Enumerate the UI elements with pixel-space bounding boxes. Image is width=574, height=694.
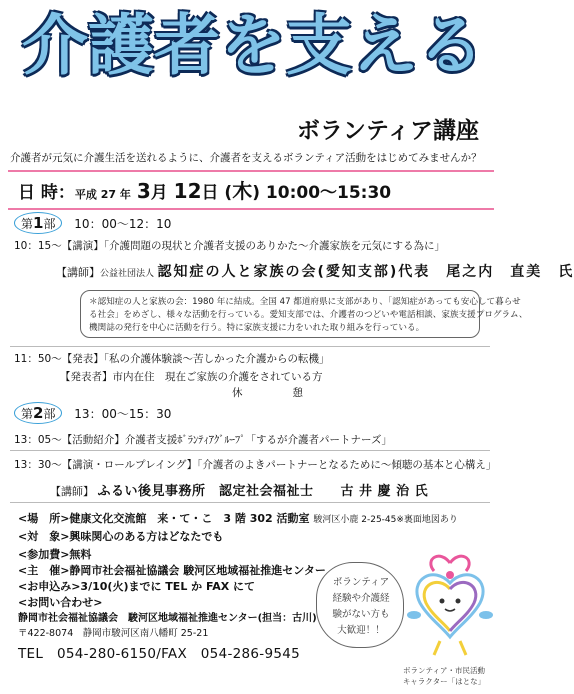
contact-tel-fax: TEL 054-280-6150/FAX 054-286-9545: [18, 646, 301, 662]
part2-badge-num: 2: [33, 404, 44, 422]
date-month: 3: [136, 179, 151, 203]
mascot-caption-2: キャラクター「はとな」: [402, 677, 486, 686]
part1-time: 10：00～12：10: [74, 217, 172, 231]
part1-presentation: 11：50～【発表】「私の介護体験談～苦しかった介護からの転機」: [14, 353, 330, 365]
speech-bubble: [316, 562, 404, 648]
date-month-unit: 月: [150, 183, 168, 203]
mascot-hatona-icon: [400, 545, 500, 665]
part1-badge-post: 部: [43, 217, 56, 231]
info-target: <対 象>興味関心のある方はどなたでも: [18, 530, 224, 543]
bubble-line: ボランティア: [332, 577, 390, 588]
date-weekday: 木: [232, 179, 253, 203]
part1-speaker-name: 認知症の人と家族の会(愛知支部)代表 尾之内 直美 氏: [157, 264, 574, 280]
part1-badge-pre: 第: [21, 217, 34, 231]
part2-header: [14, 402, 171, 424]
bubble-line: 経験や介護経: [332, 593, 390, 604]
date-label: 日 時: [18, 183, 58, 203]
org-note-line: る社会」をめざし、様々な活動を行っている。愛知支部では、介護者のつどいや電話相談、家族支援プログラム、: [89, 310, 528, 320]
divider: [10, 502, 490, 503]
mascot-caption-1: ボランティア・市民活動: [403, 666, 485, 675]
info-fee: <参加費>無料: [18, 548, 92, 561]
part2-activity: 13：05～【活動紹介】介護者支援ﾎﾞﾗﾝﾃｨｱｸﾞﾙｰﾌﾟ「するが介護者パートナーズ」: [14, 434, 392, 446]
org-note-line: 機関誌の発行を中心に活動を行う。特に家族支援に力をいれた取り組みを行っている。: [89, 323, 425, 333]
divider: [10, 346, 490, 347]
date-day: 12: [173, 179, 202, 203]
info-apply: <お申込み>3/10(火)までに TEL か FAX にて: [18, 580, 256, 593]
date-era: 平成 27 年: [74, 188, 131, 201]
date-weekday-close: ): [252, 183, 260, 203]
place-text: <場 所>健康文化交流館 来・て・こ 3 階 302 活動室: [18, 512, 310, 525]
place-address: 駿河区小鹿 2-25-45※裏面地図あり: [313, 515, 458, 525]
part1-lecture: 10：15～【講演】「介護問題の現状と介護者支援のありかた～介護家族を元気にする為に」: [14, 240, 445, 252]
part1-header: [14, 212, 171, 234]
org-note-line: ＊認知症の人と家族の会：1980 年に結成。全国 47 都道府県に支部があり、「認知症があっても安心して暮らせ: [89, 297, 521, 307]
break-label: [232, 385, 303, 400]
bubble-line: 大歓迎！！: [337, 625, 385, 636]
date-day-unit: 日: [201, 183, 219, 203]
part2-time: 13：00～15：30: [74, 407, 172, 421]
part2-speaker: [50, 480, 428, 499]
intro-text: 介護者が元気に介護生活を送れるように、介護者を支えるボランティア活動をはじめてみませんか？: [10, 152, 482, 164]
contact-address: 〒422-8074 静岡市駿河区南八幡町 25-21: [18, 628, 209, 639]
info-contact: <お問い合わせ>: [18, 596, 103, 609]
date-weekday-open: (: [224, 183, 233, 203]
part2-speaker-name: ふるい後見事務所 認定社会福祉士 古 井 慶 治 氏: [97, 484, 429, 499]
event-date: 日 時：平成 27 年 3月 12日 (木) 10:00～15:30: [18, 179, 392, 203]
part1-badge-num: 1: [33, 214, 44, 232]
mascot-caption: [388, 665, 500, 687]
poster-subtitle: ボランティア講座: [296, 118, 479, 144]
info-host: <主 催>静岡市社会福祉協議会 駿河区地域福祉推進センター: [18, 564, 326, 577]
break-char-1: 休: [232, 387, 243, 399]
part1-speaker-label: 【講師】: [56, 266, 100, 279]
org-note-box: [80, 290, 528, 338]
poster-title: 介護者を支える: [22, 7, 484, 84]
part2-badge-pre: 第: [21, 407, 34, 421]
date-time: 10:00～15:30: [265, 183, 392, 203]
part1-speaker: [56, 261, 574, 281]
part2-badge: [14, 402, 62, 424]
part1-presenter: 【発表者】市内在住 現在ご家族の介護をされている方: [60, 371, 323, 383]
contact-org: 静岡市社会福祉協議会 駿河区地域福祉推進センター(担当：古川): [18, 613, 317, 624]
part1-speaker-org: 公益社団法人: [100, 269, 155, 279]
bubble-line: 験がない方も: [332, 609, 390, 620]
part1-badge: [14, 212, 62, 234]
divider: [10, 450, 490, 451]
info-place: [18, 510, 458, 526]
break-char-2: 憩: [292, 387, 303, 399]
part2-roleplay: 13：30～【講演・ロールプレイング】「介護者のよきパートナーとなるために～傾聴の基本と心構え」: [14, 459, 497, 471]
part2-badge-post: 部: [43, 407, 56, 421]
part2-speaker-label: 【講師】: [50, 485, 94, 498]
